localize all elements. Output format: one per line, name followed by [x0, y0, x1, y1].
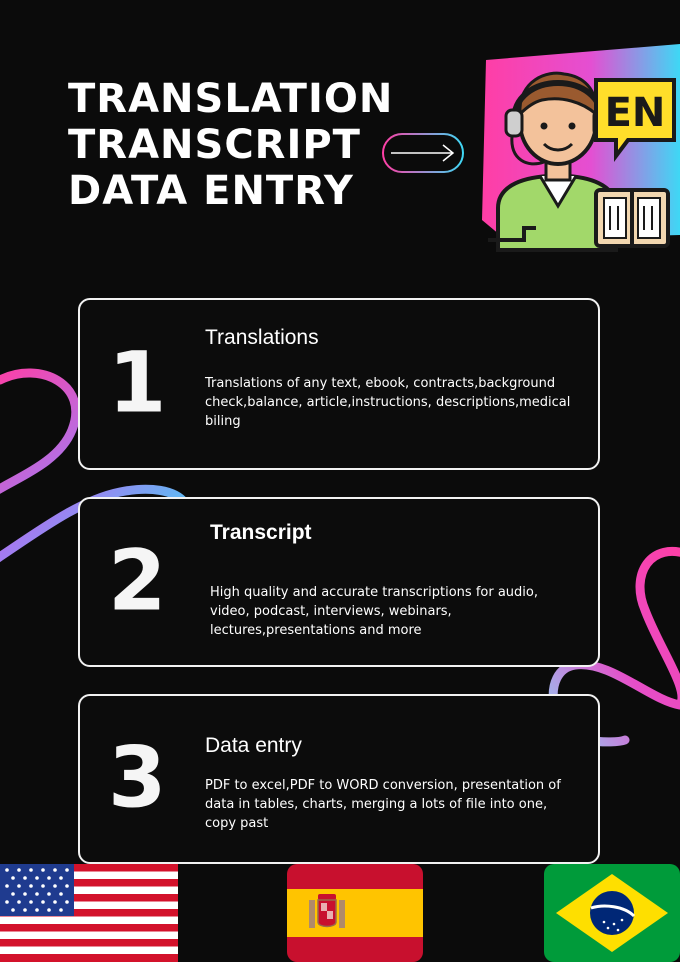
arrow-right-icon [381, 132, 465, 174]
spain-flag-icon [287, 864, 423, 962]
bubble-text: EN [604, 90, 666, 136]
usa-flag-icon [0, 864, 178, 962]
service-card-transcript [78, 497, 600, 667]
card-number: 3 [108, 728, 167, 827]
card-number: 2 [108, 531, 167, 630]
card-description: Translations of any text, ebook, contracts,background check,balance, article,instructions, descriptions,medical biling [205, 376, 571, 429]
card-title: Data entry [205, 734, 302, 757]
card-title: Transcript [210, 521, 312, 544]
page-title [68, 76, 393, 214]
card-description: PDF to excel,PDF to WORD conversion, presentation of data in tables, charts, merging a lots of file into one, copy past [205, 778, 561, 831]
card-number: 1 [108, 333, 167, 432]
brazil-flag-icon [544, 864, 680, 962]
title-line-3: DATA ENTRY [68, 168, 354, 214]
book-icon [596, 190, 668, 246]
card-description: High quality and accurate transcriptions for audio, video, podcast, interviews, webinars, lectures,presentations and more [210, 585, 538, 638]
title-line-1: TRANSLATION [68, 76, 394, 122]
title-line-2: TRANSCRIPT [68, 122, 361, 168]
service-card-data-entry [78, 694, 600, 864]
card-title: Translations [205, 326, 319, 349]
service-card-translations [78, 298, 600, 470]
support-agent-illustration [478, 40, 680, 265]
